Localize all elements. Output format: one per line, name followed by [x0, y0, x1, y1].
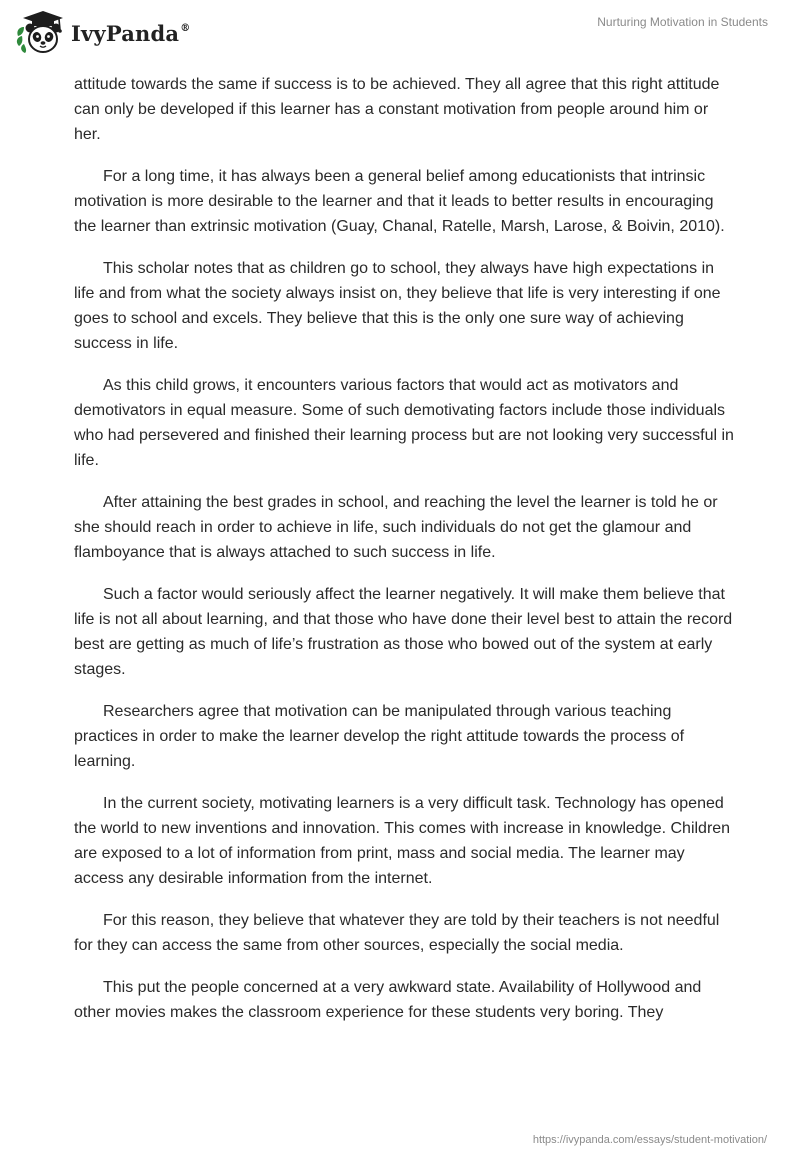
logo-text: IvyPanda® [71, 20, 191, 46]
document-title: Nurturing Motivation in Students [597, 15, 768, 29]
paragraph: This scholar notes that as children go to school, they always have high expectations in life and from what the society always insist on, they believe that life is very interesting if one goes to school and excels. They believe that this is the only one sure way of achieving success in life. [74, 260, 721, 352]
paragraph: As this child grows, it encounters various factors that would act as motivators and demotivators in equal measure. Some of such demotivating factors include those individuals who had persevered and finished their learning process but are not looking very successful in life. [74, 377, 734, 469]
paragraph: This put the people concerned at a very awkward state. Availability of Hollywood and other movies makes the classroom experience for these students very boring. They [74, 979, 702, 1021]
essay-body [74, 72, 734, 1042]
paragraph: In the current society, motivating learners is a very difficult task. Technology has opened the world to new inventions and innovation. This comes with increase in knowledge. Children are exposed to a lot of information from print, mass and social media. The learner may access any desirable information from the internet. [74, 795, 731, 887]
paragraph: Such a factor would seriously affect the learner negatively. It will make them believe that life is not all about learning, and that those who have done their level best to attain the record best are getting as much of life’s frustration as those who bowed out of the system at early stages. [74, 586, 733, 678]
ivypanda-logo[interactable] [15, 8, 190, 56]
paragraph: For this reason, they believe that whatever they are told by their teachers is not needful for they can access the same from other sources, especially the social media. [74, 912, 720, 954]
registered-mark: ® [180, 22, 191, 34]
page-header [0, 0, 800, 70]
panda-graduate-icon [15, 9, 67, 55]
paragraph: For a long time, it has always been a general belief among educationists that intrinsic motivation is more desirable to the learner and that it leads to better results in encouraging the learner than extrinsic motivation (Guay, Chanal, Ratelle, Marsh, Larose, & Boivin, 2010). [74, 168, 725, 235]
paragraph: Researchers agree that motivation can be manipulated through various teaching practices in order to make the learner develop the right attitude towards the process of learning. [74, 703, 685, 770]
paragraph: After attaining the best grades in school, and reaching the level the learner is told he or she should reach in order to achieve in life, such individuals do not get the glamour and flamboyance that is always attached to such success in life. [74, 494, 718, 561]
footer-source-link[interactable]: https://ivypanda.com/essays/student-motivation/ [532, 1134, 767, 1146]
paragraph: attitude towards the same if success is to be achieved. They all agree that this right attitude can only be developed if this learner has a constant motivation from people around him or her. [74, 76, 720, 143]
